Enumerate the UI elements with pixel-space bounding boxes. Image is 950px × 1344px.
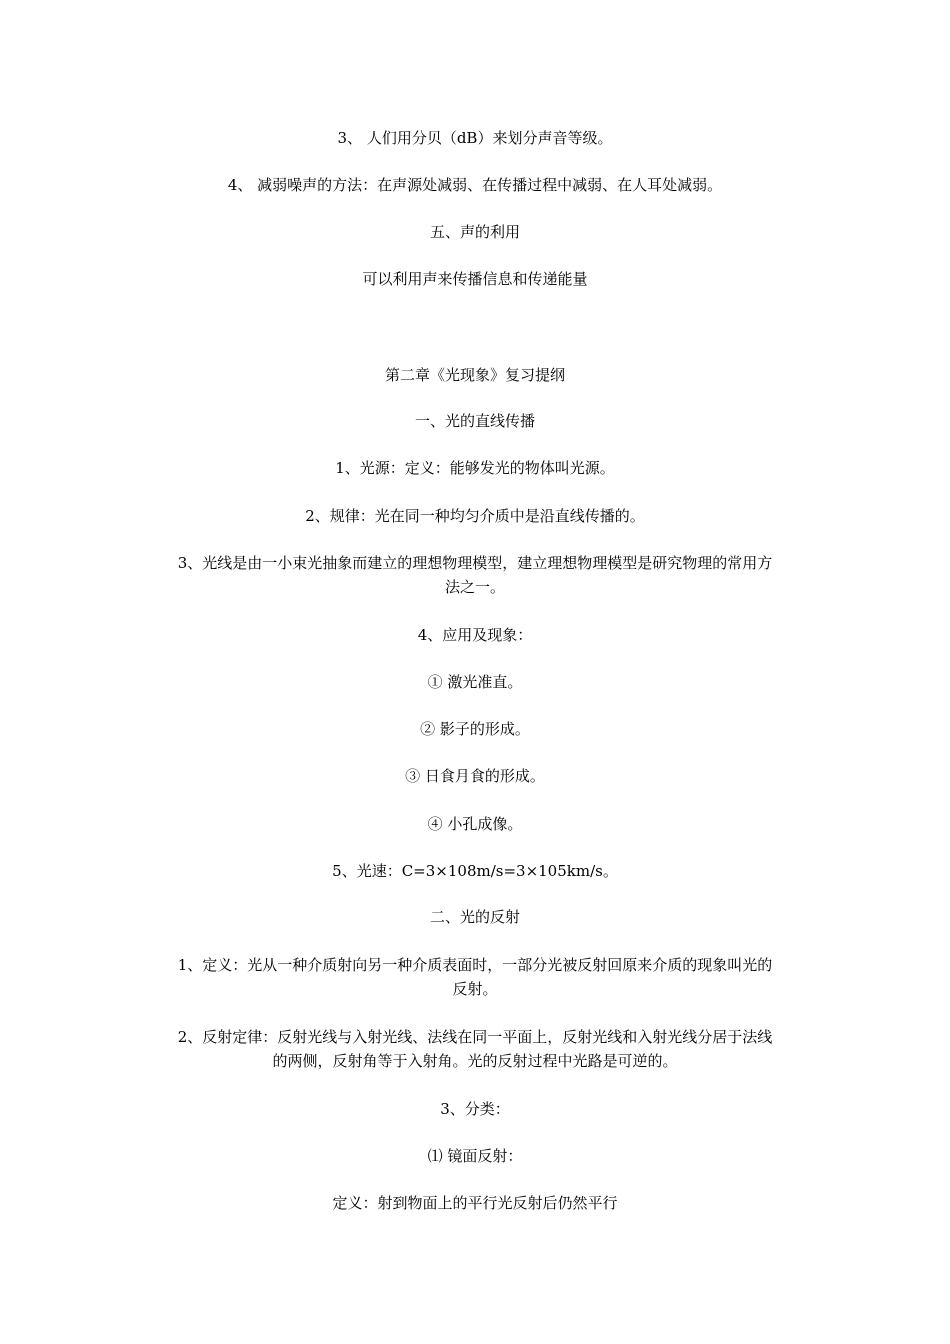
section-heading-straight-line: 一、光的直线传播 [414,412,535,430]
text-line-reflection-law-1: 2、反射定律：反射光线与入射光线、法线在同一平面上，反射光线和入射光线分居于法线 [177,1028,773,1046]
list-item-laser: ① 激光准直。 [427,673,523,691]
text-line-sound-level: 3、 人们用分贝（dB）来划分声音等级。 [337,129,613,147]
list-item-specular: ⑴ 镜面反射： [427,1147,523,1165]
chapter-title: 第二章《光现象》复习提纲 [384,366,565,384]
text-line-law: 2、规律：光在同一种均匀介质中是沿直线传播的。 [305,507,645,525]
text-line-classification: 3、分类： [440,1100,510,1118]
text-line-light-ray-2: 法之一。 [444,578,505,596]
text-line-reflection-def-2: 反射。 [452,980,498,998]
text-line-light-speed: 5、光速：C=3×108m/s=3×105km/s。 [332,862,618,880]
list-item-pinhole: ④ 小孔成像。 [427,815,523,833]
section-heading-sound-use: 五、声的利用 [429,223,520,241]
text-line-light-source: 1、光源：定义：能够发光的物体叫光源。 [335,459,615,477]
list-item-shadow: ② 影子的形成。 [420,720,530,738]
list-item-eclipse: ③ 日食月食的形成。 [405,767,545,785]
section-heading-reflection: 二、光的反射 [429,908,520,926]
text-line-noise-reduction: 4、 减弱噪声的方法：在声源处减弱、在传播过程中减弱、在人耳处减弱。 [227,176,723,194]
text-line-reflection-law-2: 的两侧，反射角等于入射角。光的反射过程中光路是可逆的。 [272,1052,678,1070]
text-line-light-ray-1: 3、光线是由一小束光抽象而建立的理想物理模型，建立理想物理模型是研究物理的常用方 [177,554,773,572]
text-line-applications: 4、应用及现象： [417,626,533,644]
text-line-specular-def: 定义：射到物面上的平行光反射后仍然平行 [332,1194,618,1212]
text-line-sound-use: 可以利用声来传播信息和传递能量 [362,270,588,288]
text-line-reflection-def-1: 1、定义：光从一种介质射向另一种介质表面时，一部分光被反射回原来介质的现象叫光的 [177,956,773,974]
